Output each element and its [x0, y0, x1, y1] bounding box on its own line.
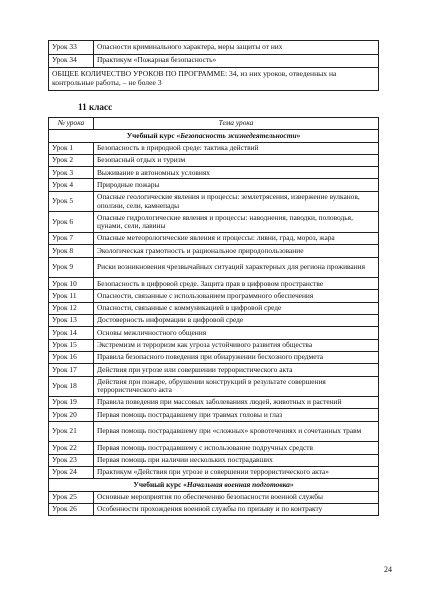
lesson-number: Урок 14	[49, 327, 94, 339]
lesson-topic: Опасности, связанные с использованием программного обеспечения	[94, 290, 379, 302]
lesson-number: Урок 18	[49, 376, 94, 397]
table-row	[49, 503, 379, 515]
table-row	[49, 302, 379, 314]
section-row	[49, 479, 379, 491]
lesson-number: Урок 4	[49, 179, 94, 191]
lesson-number: Урок 3	[49, 167, 94, 179]
table-row	[49, 442, 379, 454]
table-row	[49, 351, 379, 363]
table-row	[49, 409, 379, 421]
table-row	[49, 315, 379, 327]
lesson-number: Урок 6	[49, 212, 94, 233]
header-lesson-number: № урока	[49, 118, 94, 130]
lesson-number: Урок 2	[49, 154, 94, 166]
lesson-topic: Правила безопасного поведения при обнаружении бесхозного предмета	[94, 351, 379, 363]
lesson-number: Урок 33	[49, 41, 94, 55]
table-row	[49, 191, 379, 212]
lesson-number: Урок 10	[49, 278, 94, 290]
table-row	[49, 491, 379, 503]
lesson-number: Урок 15	[49, 339, 94, 351]
table-row	[49, 68, 379, 91]
lesson-number: Урок 26	[49, 503, 94, 515]
lesson-topic: Выживание в автономных условиях	[94, 167, 379, 179]
table-row	[49, 179, 379, 191]
table-row	[49, 41, 379, 55]
section-title: Учебный курс «Безопасность жизнедеятельности»	[49, 130, 379, 142]
table-row	[49, 212, 379, 233]
lesson-number: Урок 25	[49, 491, 94, 503]
previous-grade-table	[48, 40, 379, 91]
lesson-topic: Первая помощь при наличии нескольких пострадавших	[94, 454, 379, 466]
lesson-number: Урок 22	[49, 442, 94, 454]
table-row	[49, 376, 379, 397]
lesson-number: Урок 20	[49, 409, 94, 421]
lesson-topic: Опасные геологические явления и процессы: землетрясения, извержение вулканов, оползни, сели, камнепады	[94, 191, 379, 212]
lesson-number: Урок 12	[49, 302, 94, 314]
lesson-topic: Первая помощь пострадавшему с использование подручных средств	[94, 442, 379, 454]
lesson-topic: Безопасность в цифровой среде. Защита прав в цифровом пространстве	[94, 278, 379, 290]
table-row	[49, 290, 379, 302]
table-row	[49, 364, 379, 376]
lesson-topic: Экстремизм и терроризм как угроза устойчивого развития общества	[94, 339, 379, 351]
table-row	[49, 421, 379, 442]
lesson-topic: Практикум «Действия при угрозе и совершении террористического акта»	[94, 466, 379, 478]
table-row	[49, 142, 379, 154]
table-header-row	[49, 118, 379, 130]
lesson-topic: Опасности криминального характера, меры защиты от них	[94, 41, 379, 55]
header-lesson-topic: Тема урока	[94, 118, 379, 130]
lesson-topic: Безопасность в природной среде: тактика действий	[94, 142, 379, 154]
lesson-number: Урок 8	[49, 245, 94, 257]
table-row	[49, 327, 379, 339]
lesson-topic: Первая помощь пострадавшему при травмах головы и глаз	[94, 409, 379, 421]
lesson-topic: Достоверность информации в цифровой среде	[94, 315, 379, 327]
lesson-number: Урок 34	[49, 54, 94, 68]
lesson-number: Урок 24	[49, 466, 94, 478]
total-lessons-note: ОБЩЕЕ КОЛИЧЕСТВО УРОКОВ ПО ПРОГРАММЕ: 34, из них уроков, отведенных на контрольные работы, – не более 3	[49, 68, 379, 91]
lesson-topic: Опасные метеорологические явления и процессы: ливни, град, мороз, жара	[94, 232, 379, 244]
section-name: Безопасность жизнедеятельности	[180, 130, 297, 140]
lesson-topic: Опасные гидрологические явления и процессы: наводнения, паводки, половодья, цунами, сели, лавины	[94, 212, 379, 233]
lesson-number: Урок 5	[49, 191, 94, 212]
table-row	[49, 339, 379, 351]
lesson-topic: Риски возникновения чрезвычайных ситуаций характерных для региона проживания	[94, 257, 379, 278]
lesson-number: Урок 23	[49, 454, 94, 466]
lesson-number: Урок 19	[49, 397, 94, 409]
table-row	[49, 466, 379, 478]
table-row	[49, 454, 379, 466]
page-number: 24	[384, 565, 392, 574]
lesson-topic: Правила поведения при массовых заболеваниях людей, животных и растений	[94, 397, 379, 409]
lesson-topic: Основные мероприятия по обеспечению безопасности военной службы	[94, 491, 379, 503]
section-name: Начальная военная подготовка	[186, 479, 290, 489]
section-title: Учебный курс «Начальная военная подготовка»	[49, 479, 379, 491]
grade-heading: 11 класс	[78, 102, 113, 112]
section1-rows	[49, 142, 379, 479]
lesson-topic: Первая помощь пострадавшему при «сложных» кровотечениях и сочетанных травм	[94, 421, 379, 442]
section-row	[49, 130, 379, 142]
lesson-number: Урок 21	[49, 421, 94, 442]
lesson-topic: Безопасный отдых и туризм	[94, 154, 379, 166]
table-row	[49, 397, 379, 409]
table-row	[49, 245, 379, 257]
table-row	[49, 54, 379, 68]
lesson-topic: Природные пожары	[94, 179, 379, 191]
lesson-topic: Практикум «Пожарная безопасность»	[94, 54, 379, 68]
table-row	[49, 278, 379, 290]
lesson-topic: Экологическая грамотность и рациональное природопользование	[94, 245, 379, 257]
lesson-topic: Основы межличностного общения	[94, 327, 379, 339]
section2-rows	[49, 491, 379, 516]
lesson-number: Урок 7	[49, 232, 94, 244]
lesson-number: Урок 1	[49, 142, 94, 154]
table-row	[49, 257, 379, 278]
table-row	[49, 232, 379, 244]
lessons-table	[48, 117, 379, 516]
lesson-number: Урок 13	[49, 315, 94, 327]
lesson-number: Урок 17	[49, 364, 94, 376]
table-row	[49, 154, 379, 166]
lesson-number: Урок 11	[49, 290, 94, 302]
lesson-topic: Особенности прохождения военной службы по призыву и по контракту	[94, 503, 379, 515]
table-row	[49, 167, 379, 179]
lesson-number: Урок 9	[49, 257, 94, 278]
lesson-number: Урок 16	[49, 351, 94, 363]
lesson-topic: Действия при пожаре, обрушении конструкций в результате совершения террористического акта	[94, 376, 379, 397]
lesson-topic: Опасности, связанные с коммуникацией в цифровой среде	[94, 302, 379, 314]
lesson-topic: Действия при угрозе или совершении террористического акта	[94, 364, 379, 376]
